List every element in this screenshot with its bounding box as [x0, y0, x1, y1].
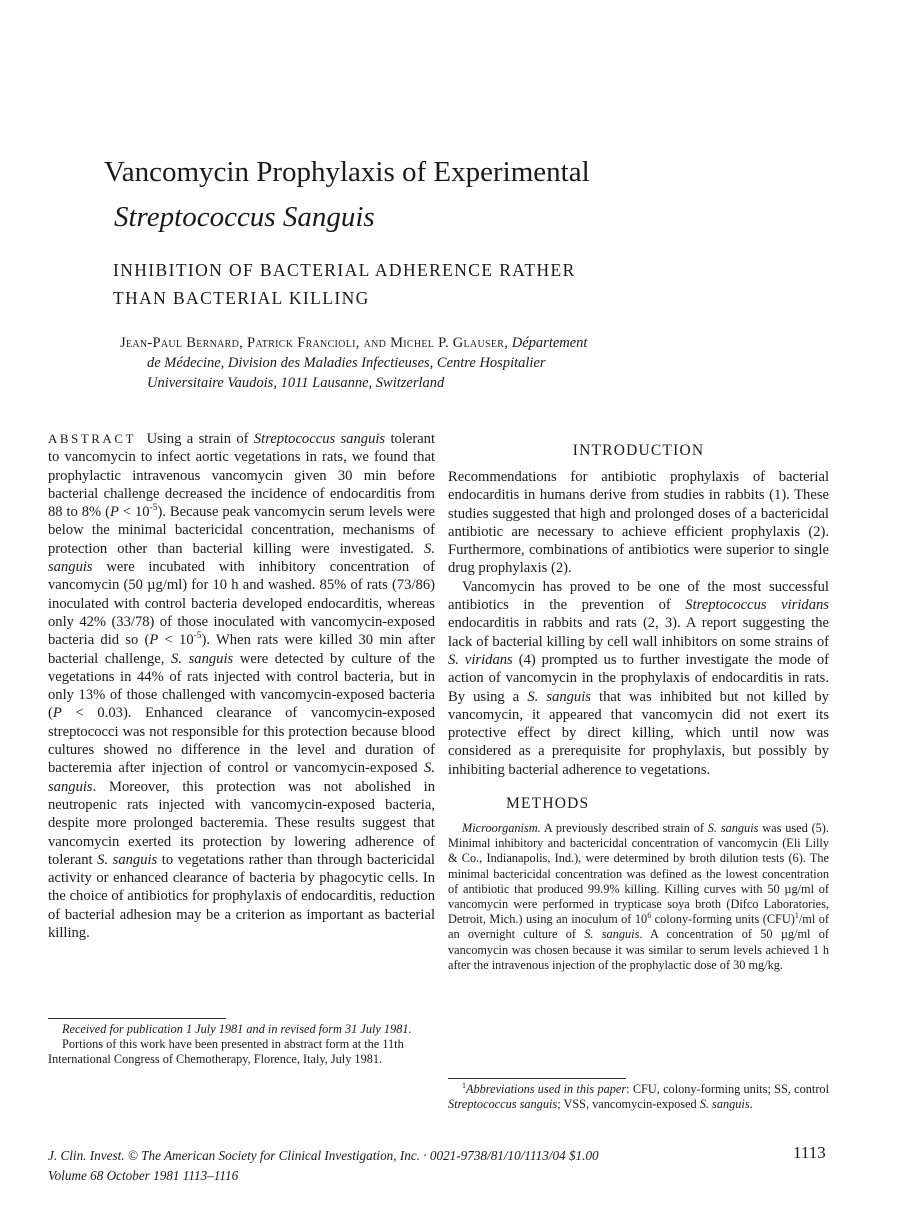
- right-footnote: [448, 1078, 829, 1112]
- affiliation-part-c: Universitaire Vaudois, 1011 Lausanne, Switzerland: [147, 375, 445, 391]
- affiliation-part-a: Département: [511, 335, 588, 351]
- article-title-line-2: Streptococcus Sanguis: [114, 201, 375, 233]
- abstract-column: [48, 430, 435, 942]
- introduction-paragraph-2: Vancomycin has proved to be one of the most successful antibiotics in the prevention of Streptococcus viridans endocarditis in rabbits and rats (2, 3). A report suggesting the lack of bacterial killing by cell wall inhibitors on some strains of S. viridans (4) prompted us to further investigate the mode of action of vancomycin in the prophylaxis of endocarditis in rats. By using a S. sanguis that was inhibited but not killed by vancomycin, it appeared that vancomycin did not exert its protective effect by direct killing, which until now was considered as a prerequisite for prophylaxis, but possibly by inhibiting bacterial adherence to vegetations.: [448, 578, 829, 778]
- received-note: Received for publication 1 July 1981 and in revised form 31 July 1981.: [62, 1022, 412, 1036]
- footnote-rule: [448, 1078, 626, 1079]
- abstract-label: ABSTRACT: [48, 431, 136, 446]
- abbreviations-note: $^1$Abbreviations used in this paper: CFU, colony-forming units; SS, control Streptococcus sanguis; VSS, vancomycin-exposed S. sanguis.: [448, 1080, 829, 1112]
- page-number: 1113: [793, 1143, 826, 1162]
- authors-block: [120, 333, 760, 393]
- methods-microorganism-paragraph: Microorganism. A previously described strain of S. sanguis was used (5). Minimal inhibitory and bactericidal concentration of vancomycin (Eli Lilly & Co., Indianapolis, Ind.), were determined by broth dilution tests (6). The minimal bactericidal concentration was defined as the lowest concentration of antibiotic that produced 99.9% killing. Killing curves with 50 µg/ml of vancomycin were performed in trypticase soya broth (Difco Laboratories, Detroit, Mich.) using an inoculum of $10^6$ colony-forming units (CFU)$^1$/ml of an overnight culture of S. sanguis. A concentration of 50 µg/ml of vancomycin was chosen because it was similar to serum levels achieved 1 h after the intravenous injection of the prophylactic dose of 30 mg/kg.: [448, 821, 829, 972]
- abstract-paragraph: ABSTRACT Using a strain of Streptococcus sanguis tolerant to vancomycin to infect aortic vegetations in rats, we found that prophylactic intravenous vancomycin given 30 min before bacterial challenge decreased the incidence of endocarditis from 88 to 8% $(P < 10^{-5})$. Because peak vancomycin serum levels were below the minimal bactericidal concentration, mechanisms of protection other than bacterial killing were investigated. S. sanguis were incubated with inhibitory concentration of vancomycin (50 µg/ml) for 10 h and washed. 85% of rats (73/86) inoculated with control bacteria developed endocarditis, whereas only 42% (33/78) of those inoculated with vancomycin-exposed bacteria did so $(P < 10^{-5})$. When rats were killed 30 min after bacterial challenge, S. sanguis were detected by culture of the vegetations in 44% of rats injected with control bacteria, but in only 13% of those challenged with vancomycin-exposed bacteria (P < 0.03). Enhanced clearance of vancomycin-exposed streptococci was not responsible for this protection because blood cultures showed no difference in the level and duration of bacteremia after injection of control or vancomycin-exposed S. sanguis. Moreover, this protection was not abolished in neutropenic rats injected with vancomycin-exposed bacteria, despite more prolonged bacteremia. These results suggest that vancomycin exerted its protection by lowering adherence of tolerant S. sanguis to vegetations rather than through bactericidal activity or enhanced clearance of bacteria by phagocytic cells. In the choice of antibiotics for prophylaxis of endocarditis, reduction of bacterial adhesion may be a criterion as important as bacterial killing.: [48, 431, 436, 942]
- introduction-paragraph-1: Recommendations for antibiotic prophylaxis of bacterial endocarditis in humans derive from studies in rabbits (1). These studies suggested that high and prolonged doses of a bactericidal antibiotic are necessary to achieve efficient prophylaxis (2). Furthermore, combinations of antibiotics were superior to single drug prophylaxis (2).: [448, 469, 829, 577]
- affiliation-part-b: de Médecine, Division des Maladies Infectieuses, Centre Hospitalier: [147, 355, 546, 371]
- left-footnotes: [48, 1018, 435, 1068]
- body-column-right: [448, 440, 829, 973]
- footnote-rule: [48, 1018, 226, 1019]
- introduction-heading: INTRODUCTION: [572, 442, 705, 459]
- presented-note: Portions of this work have been presented in abstract form at the 11th International Congress of Chemotherapy, Florence, Italy, July 1981.: [48, 1037, 404, 1067]
- journal-citation-line: J. Clin. Invest. © The American Society for Clinical Investigation, Inc. · 0021-9738/81/10/1113/04 $1.00: [48, 1148, 599, 1163]
- volume-line: Volume 68 October 1981 1113–1116: [48, 1168, 239, 1183]
- author-names: Jean-Paul Bernard, Patrick Francioli, and Michel P. Glauser,: [120, 335, 509, 351]
- methods-heading: METHODS: [506, 795, 590, 813]
- subtitle-line-1: INHIBITION OF BACTERIAL ADHERENCE RATHER: [113, 260, 576, 280]
- article-title-line-1: Vancomycin Prophylaxis of Experimental: [104, 156, 590, 188]
- subtitle-line-2: THAN BACTERIAL KILLING: [113, 288, 370, 308]
